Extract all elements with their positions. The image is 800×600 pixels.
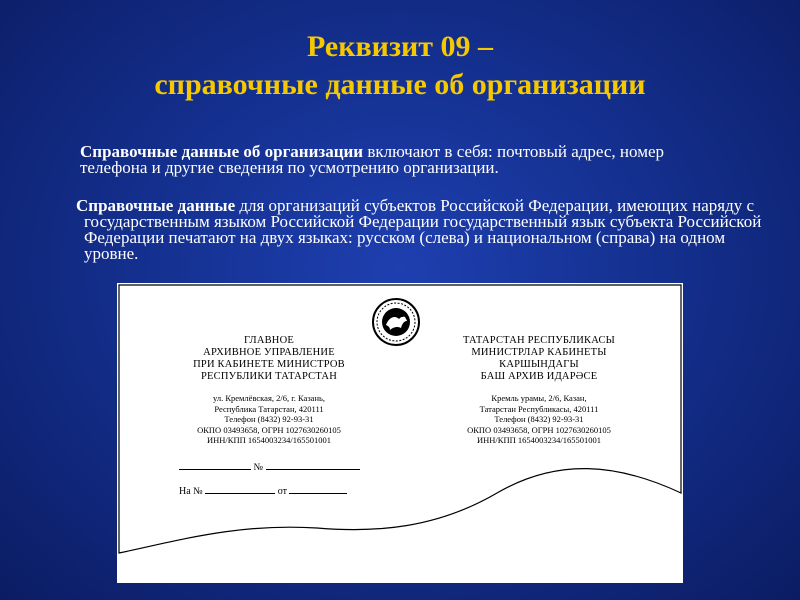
date-blank (179, 459, 251, 470)
address-line: ОКПО 03493658, ОГРН 1027630260105 (467, 424, 611, 435)
address-line: ИНН/КПП 1654003234/165501001 (477, 435, 601, 445)
address-line: ул. Кремлёвская, 2/6, г. Казань, (212, 393, 326, 403)
org-line: КАРШЫНДАГЫ (499, 359, 579, 370)
letterhead-left-column (139, 335, 399, 446)
registration-number-field (179, 459, 360, 473)
org-line: ТАТАРСТАН РЕСПУБЛИКАСЫ (462, 335, 616, 346)
paragraph-1-text: включают в себя: почтовый адрес, номер телефона и другие сведения по усмотрению организации. (80, 142, 665, 177)
title-line-2: справочные данные об организации (154, 68, 646, 101)
paragraph-2 (76, 198, 774, 262)
org-name-ru (139, 335, 399, 383)
paragraph-2-bold: Справочные данные (76, 196, 236, 215)
org-name-tt (409, 335, 669, 383)
reference-field (179, 483, 347, 497)
ref-from: от (277, 486, 287, 497)
number-sign: № (253, 462, 264, 473)
address-tt (409, 393, 669, 446)
address-line: Татарстан Республикасы, 420111 (479, 403, 599, 414)
address-line: ОКПО 03493658, ОГРН 1027630260105 (197, 424, 341, 435)
address-ru (139, 393, 399, 446)
slide-title (0, 28, 800, 104)
org-line: ГЛАВНОЕ (244, 335, 294, 346)
org-line: БАШ АРХИВ ИДАРӘСЕ (480, 371, 598, 382)
org-line: РЕСПУБЛИКИ ТАТАРСТАН (200, 371, 337, 382)
title-line-1: Реквизит 09 – (306, 30, 494, 63)
address-line: Телефон (8432) 92-93-31 (224, 414, 314, 424)
paragraph-1-bold: Справочные данные об организации (80, 142, 364, 161)
ref-prefix: На № (179, 486, 203, 497)
paragraph-1 (80, 144, 720, 176)
address-line: Кремль урамы, 2/6, Казан, (491, 393, 587, 403)
address-line: ИНН/КПП 1654003234/165501001 (207, 435, 331, 445)
org-line: МИНИСТРЛАР КАБИНЕТЫ (471, 347, 607, 358)
letterhead-right-column (409, 335, 669, 446)
address-line: Телефон (8432) 92-93-31 (494, 414, 584, 424)
ref-number-blank (205, 483, 275, 494)
letterhead-sample (117, 283, 683, 583)
address-line: Республика Татарстан, 420111 (214, 403, 324, 414)
org-line: ПРИ КАБИНЕТЕ МИНИСТРОВ (193, 359, 345, 370)
paragraph-2-text: для организаций субъектов Российской Федерации, имеющих наряду с государственным языком Российской Федерации государственный язык субъекта Российской Федерации печатают на двух языках: русском (слева) и национальном (справа) на одном уровне. (84, 196, 762, 263)
number-blank (266, 459, 360, 470)
ref-date-blank (289, 483, 347, 494)
org-line: АРХИВНОЕ УПРАВЛЕНИЕ (203, 347, 335, 358)
